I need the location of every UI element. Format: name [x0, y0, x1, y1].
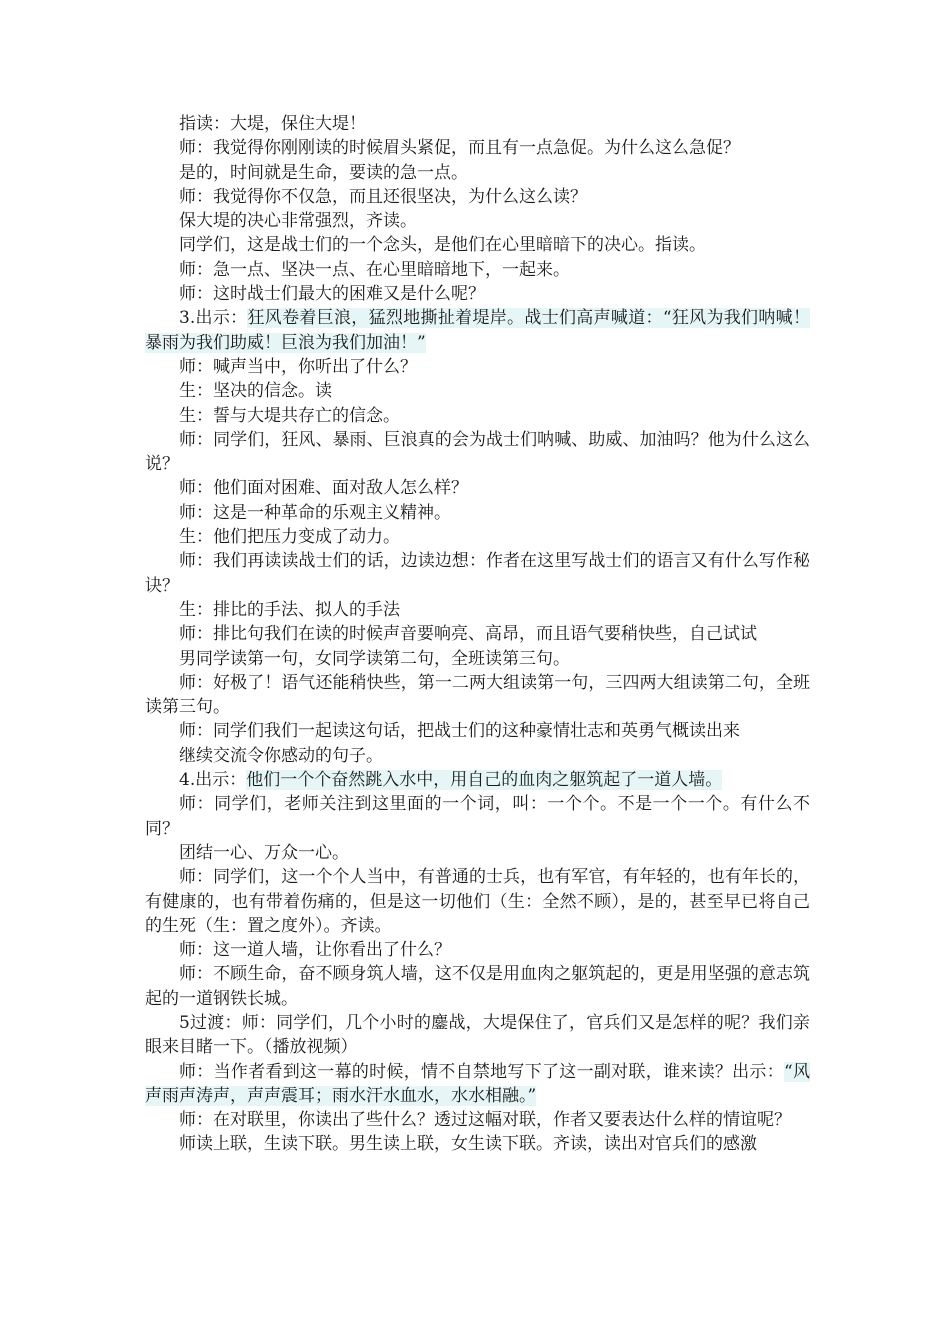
text-line: 保大堤的决心非常强烈，齐读。: [179, 211, 417, 232]
text-line: 师：他们面对困难、面对敌人怎么样？: [179, 478, 468, 499]
text-line: 继续交流令你感动的句子。: [179, 745, 383, 766]
text-line: 生：誓与大堤共存亡的信念。: [179, 405, 400, 426]
text-line: 师：这一道人墙，让你看出了什么？: [179, 940, 451, 961]
excerpt-prefix: 3.出示：: [179, 308, 248, 329]
paragraph: 师：我们再读读战士们的话，边读边想：作者在这里写战士们的语言又有什么写作秘诀？: [145, 551, 810, 596]
paragraph-couplet: [145, 1060, 810, 1109]
text-line: 师：我觉得你刚刚读的时候眉头紧促，而且有一点急促。为什么这么急促？: [179, 138, 740, 159]
paragraph: 师：不顾生命，奋不顾身筑人墙，这不仅是用血肉之躯筑起的，更是用坚强的意志筑起的一道钢铁长城。: [145, 964, 810, 1009]
highlighted-quote: 他们一个个奋然跳入水中，用自己的血肉之躯筑起了一道人墙。: [246, 770, 723, 791]
text-line: 男同学读第一句，女同学读第二句，全班读第三句。: [179, 648, 570, 669]
paragraph: 5过渡：师：同学们，几个小时的鏖战，大堤保住了，官兵们又是怎样的呢？我们亲眼来目睹一下。（播放视频）: [145, 1012, 810, 1058]
text-line: 生：排比的手法、拟人的手法: [179, 599, 400, 620]
text-line: 指读：大堤，保住大堤！: [179, 114, 366, 134]
paragraph: 师：好极了！语气还能稍快些，第一二两大组读第一句，三四两大组读第二句，全班读第三句。: [145, 672, 810, 718]
highlighted-quote: “风声雨声涛声，声声震耳；雨水汗水血水，水水相融。”: [145, 1061, 810, 1106]
text-line: 团结一心、万众一心。: [179, 842, 349, 863]
paragraph-excerpt-4: [145, 768, 810, 792]
text-line: 师读上联，生读下联。男生读上联，女生读下联。齐读，读出对官兵们的感激: [179, 1134, 757, 1155]
text-line: 师：喊声当中，你听出了什么？: [179, 356, 417, 377]
text-line: 是的，时间就是生命，要读的急一点。: [179, 162, 468, 183]
text-line: 同学们，这是战士们的一个念头，是他们在心里暗暗下的决心。指读。: [179, 235, 706, 256]
paragraph: 师：在对联里，你读出了些什么？透过这幅对联，作者又要表达什么样的情谊呢？: [179, 1110, 791, 1131]
excerpt-prefix: 4.出示：: [179, 770, 247, 791]
paragraph: 师：同学们，这一个个人当中，有普通的士兵，也有军官，有年轻的，也有年长的，有健康的，也有带着伤痛的，但是这一切他们（生：全然不顾），是的，甚至早已将自己的生死（生：置之度外）。齐读。: [145, 867, 810, 936]
paragraph-excerpt-3: [145, 306, 810, 355]
highlighted-quote: 狂风卷着巨浪，猛烈地撕扯着堤岸。战士们高声喊道：“狂风为我们呐喊！暴雨为我们助威！巨浪为我们加油！”: [145, 308, 810, 353]
text-line: 师：这时战士们最大的困难又是什么呢？: [179, 284, 485, 305]
text-line: 师：排比句我们在读的时候声音要响亮、高昂，而且语气要稍快些，自己试试: [179, 624, 757, 645]
text-line: 师：同学们我们一起读这句话，把战士们的这种豪情壮志和英勇气概读出来: [179, 721, 740, 742]
text-line: 生：他们把压力变成了动力。: [179, 527, 400, 548]
couplet-intro: 师：当作者看到这一幕的时候，情不自禁地写下了这一副对联，谁来读？出示：: [179, 1061, 785, 1082]
text-line: 师：急一点、坚决一点、在心里暗暗地下，一起来。: [179, 259, 570, 280]
text-line: 生：坚决的信念。读: [179, 381, 332, 402]
paragraph: 师：同学们，老师关注到这里面的一个词，叫：一个个。不是一个一个。有什么不同？: [145, 794, 810, 839]
document-page: [145, 112, 810, 1157]
text-line: 师：这是一种革命的乐观主义精神。: [179, 502, 451, 523]
paragraph: 师：同学们，狂风、暴雨、巨浪真的会为战士们呐喊、助威、加油吗？他为什么这么说？: [145, 429, 810, 475]
text-line: 师：我觉得你不仅急，而且还很坚决，为什么这么读？: [179, 186, 587, 207]
